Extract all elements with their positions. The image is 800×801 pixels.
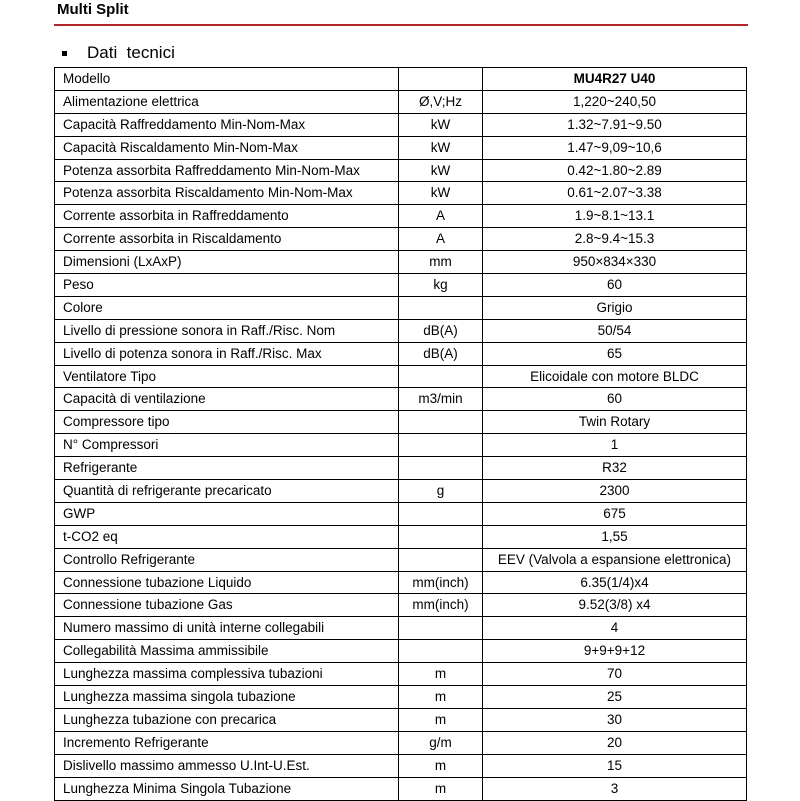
table-row	[55, 90, 747, 113]
row-unit: kW	[399, 182, 483, 205]
row-value: 950×834×330	[483, 251, 747, 274]
row-unit: mm(inch)	[399, 594, 483, 617]
table-row	[55, 502, 747, 525]
row-value: 65	[483, 342, 747, 365]
table-row	[55, 434, 747, 457]
row-value: Grigio	[483, 296, 747, 319]
table-row	[55, 319, 747, 342]
table-row	[55, 686, 747, 709]
row-value: 0.61~2.07~3.38	[483, 182, 747, 205]
table-row	[55, 365, 747, 388]
row-unit: kW	[399, 113, 483, 136]
bullet-icon	[62, 51, 67, 56]
table-row	[55, 228, 747, 251]
row-label: Connessione tubazione Gas	[55, 594, 399, 617]
table-row	[55, 663, 747, 686]
row-unit: m	[399, 686, 483, 709]
header-title: Multi Split	[57, 1, 129, 18]
row-unit: A	[399, 205, 483, 228]
row-label: Livello di pressione sonora in Raff./Risc. Nom	[55, 319, 399, 342]
table-row	[55, 754, 747, 777]
row-value: 9.52(3/8) x4	[483, 594, 747, 617]
row-unit	[399, 548, 483, 571]
row-value: EEV (Valvola a espansione elettronica)	[483, 548, 747, 571]
row-unit: m3/min	[399, 388, 483, 411]
row-label: Capacità Raffreddamento Min-Nom-Max	[55, 113, 399, 136]
table-row	[55, 411, 747, 434]
row-value: 1.9~8.1~13.1	[483, 205, 747, 228]
row-label: Livello di potenza sonora in Raff./Risc. Max	[55, 342, 399, 365]
row-value: 1.47~9,09~10,6	[483, 136, 747, 159]
row-unit: m	[399, 777, 483, 800]
row-value: MU4R27 U40	[483, 68, 747, 91]
row-label: Quantità di refrigerante precaricato	[55, 480, 399, 503]
row-label: Controllo Refrigerante	[55, 548, 399, 571]
row-label: Lunghezza massima singola tubazione	[55, 686, 399, 709]
table-row	[55, 731, 747, 754]
row-unit	[399, 365, 483, 388]
row-unit: mm(inch)	[399, 571, 483, 594]
row-value: 3	[483, 777, 747, 800]
table-row	[55, 777, 747, 800]
row-label: Numero massimo di unità interne collegabili	[55, 617, 399, 640]
row-label: Lunghezza tubazione con precarica	[55, 708, 399, 731]
row-value: 15	[483, 754, 747, 777]
row-label: N° Compressori	[55, 434, 399, 457]
row-value: 1,220~240,50	[483, 90, 747, 113]
row-unit: m	[399, 754, 483, 777]
header-divider	[54, 24, 748, 26]
spec-table	[54, 67, 747, 801]
table-row	[55, 342, 747, 365]
row-label: Refrigerante	[55, 457, 399, 480]
row-unit: m	[399, 663, 483, 686]
row-value: 60	[483, 274, 747, 297]
table-row	[55, 182, 747, 205]
row-unit: m	[399, 708, 483, 731]
row-unit: kg	[399, 274, 483, 297]
row-label: Ventilatore Tipo	[55, 365, 399, 388]
row-label: Connessione tubazione Liquido	[55, 571, 399, 594]
row-label: Dimensioni (LxAxP)	[55, 251, 399, 274]
table-row	[55, 113, 747, 136]
table-row	[55, 480, 747, 503]
row-unit: kW	[399, 136, 483, 159]
row-unit	[399, 502, 483, 525]
table-row	[55, 205, 747, 228]
table-row	[55, 251, 747, 274]
row-label: Capacità di ventilazione	[55, 388, 399, 411]
row-unit	[399, 617, 483, 640]
row-unit	[399, 411, 483, 434]
row-label: GWP	[55, 502, 399, 525]
row-value: 50/54	[483, 319, 747, 342]
row-label: Capacità Riscaldamento Min-Nom-Max	[55, 136, 399, 159]
row-value: 25	[483, 686, 747, 709]
table-row	[55, 457, 747, 480]
row-value: 30	[483, 708, 747, 731]
row-label: Peso	[55, 274, 399, 297]
table-row	[55, 296, 747, 319]
table-row	[55, 617, 747, 640]
row-value: 4	[483, 617, 747, 640]
row-unit: kW	[399, 159, 483, 182]
row-value: 675	[483, 502, 747, 525]
row-label: Potenza assorbita Raffreddamento Min-Nom-Max	[55, 159, 399, 182]
row-label: Collegabilità Massima ammissibile	[55, 640, 399, 663]
row-value: 6.35(1/4)x4	[483, 571, 747, 594]
row-label: Lunghezza massima complessiva tubazioni	[55, 663, 399, 686]
table-row	[55, 136, 747, 159]
row-label: Modello	[55, 68, 399, 91]
row-label: Dislivello massimo ammesso U.Int-U.Est.	[55, 754, 399, 777]
row-unit: dB(A)	[399, 342, 483, 365]
table-row	[55, 594, 747, 617]
table-row	[55, 68, 747, 91]
row-unit: mm	[399, 251, 483, 274]
row-unit	[399, 525, 483, 548]
row-unit: A	[399, 228, 483, 251]
row-unit: dB(A)	[399, 319, 483, 342]
row-value: 1,55	[483, 525, 747, 548]
row-label: t-CO2 eq	[55, 525, 399, 548]
row-unit	[399, 457, 483, 480]
table-row	[55, 640, 747, 663]
section-title: Dati tecnici	[87, 43, 175, 62]
row-label: Compressore tipo	[55, 411, 399, 434]
row-label: Incremento Refrigerante	[55, 731, 399, 754]
table-row	[55, 571, 747, 594]
row-label: Potenza assorbita Riscaldamento Min-Nom-Max	[55, 182, 399, 205]
row-label: Corrente assorbita in Riscaldamento	[55, 228, 399, 251]
row-label: Corrente assorbita in Raffreddamento	[55, 205, 399, 228]
row-unit	[399, 640, 483, 663]
row-value: Twin Rotary	[483, 411, 747, 434]
row-value: 9+9+9+12	[483, 640, 747, 663]
row-value: R32	[483, 457, 747, 480]
table-row	[55, 708, 747, 731]
row-unit: g	[399, 480, 483, 503]
row-label: Colore	[55, 296, 399, 319]
row-unit	[399, 434, 483, 457]
row-unit: Ø,V;Hz	[399, 90, 483, 113]
row-label: Lunghezza Minima Singola Tubazione	[55, 777, 399, 800]
row-value: 0.42~1.80~2.89	[483, 159, 747, 182]
row-value: 20	[483, 731, 747, 754]
row-label: Alimentazione elettrica	[55, 90, 399, 113]
row-unit	[399, 296, 483, 319]
table-row	[55, 159, 747, 182]
row-unit	[399, 68, 483, 91]
row-value: 70	[483, 663, 747, 686]
row-value: 2300	[483, 480, 747, 503]
row-value: Elicoidale con motore BLDC	[483, 365, 747, 388]
table-row	[55, 388, 747, 411]
table-row	[55, 274, 747, 297]
row-unit: g/m	[399, 731, 483, 754]
row-value: 2.8~9.4~15.3	[483, 228, 747, 251]
table-row	[55, 548, 747, 571]
table-row	[55, 525, 747, 548]
row-value: 1	[483, 434, 747, 457]
row-value: 1.32~7.91~9.50	[483, 113, 747, 136]
row-value: 60	[483, 388, 747, 411]
spec-table-body	[55, 68, 747, 801]
section-heading	[62, 43, 175, 63]
